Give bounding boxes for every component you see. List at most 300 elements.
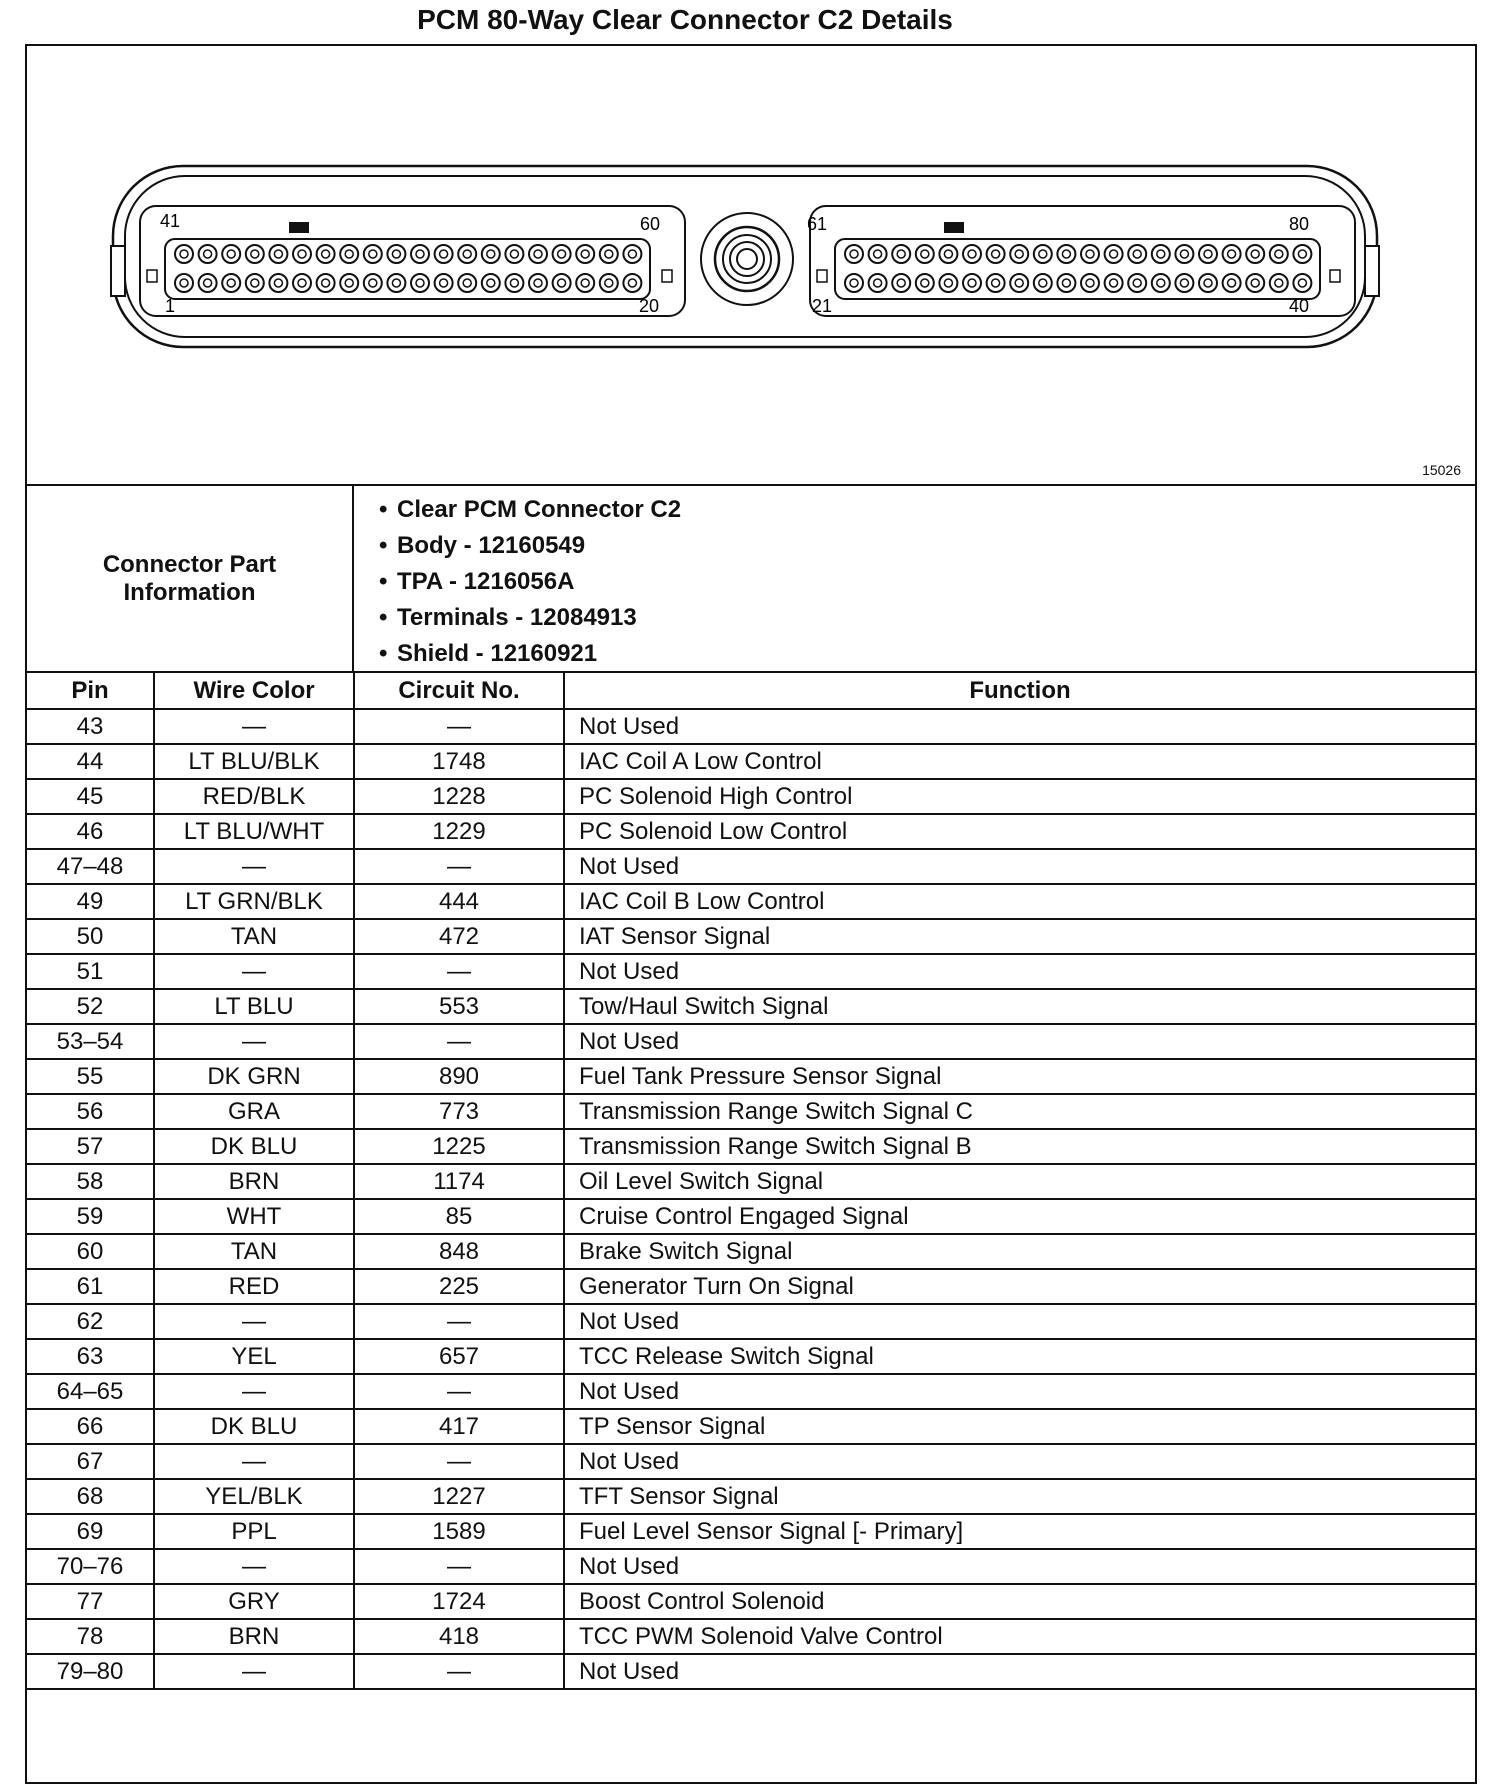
pin-hole-center bbox=[440, 279, 448, 287]
pin-cell: 45 bbox=[27, 779, 154, 814]
pin-hole-center bbox=[921, 279, 929, 287]
pin-hole bbox=[1199, 245, 1217, 263]
wire-color-cell: GRA bbox=[154, 1094, 354, 1129]
wire-color-cell: GRY bbox=[154, 1584, 354, 1619]
pin-hole bbox=[175, 245, 193, 263]
wire-color-cell: RED bbox=[154, 1269, 354, 1304]
table-row bbox=[27, 814, 1475, 849]
pin-hole-center bbox=[1275, 279, 1283, 287]
wire-color-cell: YEL/BLK bbox=[154, 1479, 354, 1514]
pin-hole-center bbox=[558, 250, 566, 258]
circuit-cell: — bbox=[354, 1374, 564, 1409]
header-wire-color: Wire Color bbox=[154, 673, 354, 709]
pin-label-61: 61 bbox=[807, 214, 828, 234]
pin-hole bbox=[600, 245, 618, 263]
pin-cell: 51 bbox=[27, 954, 154, 989]
table-row bbox=[27, 1444, 1475, 1479]
circuit-cell: 85 bbox=[354, 1199, 564, 1234]
pin-label-20: 20 bbox=[639, 296, 660, 316]
pin-hole-center bbox=[463, 279, 471, 287]
circuit-cell: 773 bbox=[354, 1094, 564, 1129]
pin-hole-center bbox=[180, 250, 188, 258]
pin-hole bbox=[529, 274, 547, 292]
function-cell: Generator Turn On Signal bbox=[564, 1269, 1475, 1304]
circuit-cell: 417 bbox=[354, 1409, 564, 1444]
pin-hole bbox=[435, 245, 453, 263]
pin-hole bbox=[939, 245, 957, 263]
pin-hole-center bbox=[1110, 250, 1118, 258]
pin-hole-center bbox=[581, 279, 589, 287]
pin-hole bbox=[1081, 274, 1099, 292]
pin-cell: 68 bbox=[27, 1479, 154, 1514]
circuit-cell: 890 bbox=[354, 1059, 564, 1094]
part-item: • TPA - 1216056A bbox=[357, 564, 681, 600]
pin-hole-center bbox=[605, 250, 613, 258]
pin-hole bbox=[199, 274, 217, 292]
pin-label-60: 60 bbox=[640, 214, 661, 234]
circuit-cell: 418 bbox=[354, 1619, 564, 1654]
circuit-cell: 472 bbox=[354, 919, 564, 954]
pin-hole bbox=[892, 274, 910, 292]
function-cell: TCC PWM Solenoid Valve Control bbox=[564, 1619, 1475, 1654]
pin-hole bbox=[1152, 274, 1170, 292]
pin-hole-center bbox=[1015, 279, 1023, 287]
pin-hole bbox=[505, 245, 523, 263]
pin-hole-center bbox=[416, 250, 424, 258]
wire-color-cell: LT BLU bbox=[154, 989, 354, 1024]
header-circuit-no: Circuit No. bbox=[354, 673, 564, 709]
pin-cell: 70–76 bbox=[27, 1549, 154, 1584]
function-cell: Transmission Range Switch Signal B bbox=[564, 1129, 1475, 1164]
pin-hole-center bbox=[487, 250, 495, 258]
function-cell: Not Used bbox=[564, 849, 1475, 884]
pin-cell: 63 bbox=[27, 1339, 154, 1374]
pin-hole bbox=[340, 245, 358, 263]
wire-color-cell: — bbox=[154, 1304, 354, 1339]
table-row bbox=[27, 1199, 1475, 1234]
circuit-cell: — bbox=[354, 1654, 564, 1689]
pin-hole bbox=[869, 245, 887, 263]
function-cell: Not Used bbox=[564, 709, 1475, 744]
function-cell: Not Used bbox=[564, 1654, 1475, 1689]
pin-hole bbox=[505, 274, 523, 292]
table-row bbox=[27, 1164, 1475, 1199]
circuit-cell: 848 bbox=[354, 1234, 564, 1269]
pin-hole-center bbox=[392, 279, 400, 287]
pin-hole bbox=[199, 245, 217, 263]
pin-hole-center bbox=[251, 250, 259, 258]
wire-color-cell: — bbox=[154, 1374, 354, 1409]
pin-hole bbox=[845, 274, 863, 292]
function-cell: Not Used bbox=[564, 1304, 1475, 1339]
function-cell: PC Solenoid High Control bbox=[564, 779, 1475, 814]
pin-table bbox=[27, 673, 1475, 1690]
pin-hole bbox=[987, 245, 1005, 263]
wire-color-cell: DK BLU bbox=[154, 1409, 354, 1444]
pin-hole-center bbox=[558, 279, 566, 287]
pin-hole-center bbox=[369, 250, 377, 258]
pin-hole bbox=[963, 245, 981, 263]
pin-cell: 69 bbox=[27, 1514, 154, 1549]
pin-hole bbox=[411, 245, 429, 263]
pin-hole-center bbox=[944, 250, 952, 258]
pin-hole-center bbox=[1110, 279, 1118, 287]
pin-cell: 64–65 bbox=[27, 1374, 154, 1409]
table-row bbox=[27, 1619, 1475, 1654]
center-bolt bbox=[715, 227, 779, 291]
pin-hole-center bbox=[1062, 250, 1070, 258]
pin-hole-center bbox=[345, 279, 353, 287]
pin-cell: 77 bbox=[27, 1584, 154, 1619]
wire-color-cell: — bbox=[154, 709, 354, 744]
pin-hole-center bbox=[274, 250, 282, 258]
pin-cell: 66 bbox=[27, 1409, 154, 1444]
pin-hole-center bbox=[251, 279, 259, 287]
pin-hole bbox=[458, 245, 476, 263]
pin-hole bbox=[1246, 274, 1264, 292]
table-row bbox=[27, 884, 1475, 919]
wire-color-cell: LT BLU/WHT bbox=[154, 814, 354, 849]
pin-hole bbox=[1128, 245, 1146, 263]
pin-hole-center bbox=[1157, 279, 1165, 287]
table-row bbox=[27, 1339, 1475, 1374]
circuit-cell: — bbox=[354, 709, 564, 744]
pin-hole-center bbox=[227, 250, 235, 258]
pin-hole bbox=[1270, 274, 1288, 292]
pin-hole bbox=[916, 245, 934, 263]
table-row bbox=[27, 1234, 1475, 1269]
pin-hole bbox=[1293, 245, 1311, 263]
pin-hole bbox=[340, 274, 358, 292]
pin-hole-center bbox=[1133, 279, 1141, 287]
table-row bbox=[27, 1269, 1475, 1304]
left-top-pin-row bbox=[175, 245, 641, 263]
pin-label-40: 40 bbox=[1289, 296, 1310, 316]
pin-hole bbox=[364, 245, 382, 263]
pin-hole bbox=[293, 274, 311, 292]
pin-cell: 57 bbox=[27, 1129, 154, 1164]
pin-hole bbox=[1034, 274, 1052, 292]
function-cell: Brake Switch Signal bbox=[564, 1234, 1475, 1269]
pin-cell: 52 bbox=[27, 989, 154, 1024]
pin-hole-center bbox=[534, 279, 542, 287]
pin-hole-center bbox=[1204, 250, 1212, 258]
pin-hole bbox=[1246, 245, 1264, 263]
table-row bbox=[27, 1654, 1475, 1689]
pin-hole bbox=[222, 245, 240, 263]
pin-hole bbox=[892, 245, 910, 263]
pin-hole-center bbox=[416, 279, 424, 287]
pin-hole-center bbox=[227, 279, 235, 287]
table-header-row bbox=[27, 673, 1475, 709]
pin-hole bbox=[1057, 274, 1075, 292]
left-bottom-pin-row bbox=[175, 274, 641, 292]
pin-hole-center bbox=[1133, 250, 1141, 258]
pin-hole bbox=[1223, 274, 1241, 292]
pin-hole-center bbox=[510, 279, 518, 287]
connector-part-info-label bbox=[27, 486, 354, 671]
table-row bbox=[27, 1024, 1475, 1059]
pin-hole bbox=[576, 245, 594, 263]
circuit-cell: 1225 bbox=[354, 1129, 564, 1164]
table-row bbox=[27, 919, 1475, 954]
pin-cell: 44 bbox=[27, 744, 154, 779]
pin-hole bbox=[1010, 274, 1028, 292]
function-cell: PC Solenoid Low Control bbox=[564, 814, 1475, 849]
pin-hole-center bbox=[1015, 250, 1023, 258]
pin-hole bbox=[364, 274, 382, 292]
pin-hole bbox=[293, 245, 311, 263]
pin-hole bbox=[435, 274, 453, 292]
pin-hole bbox=[1081, 245, 1099, 263]
pin-hole bbox=[269, 274, 287, 292]
connector-drawing bbox=[27, 46, 1475, 484]
pin-label-41: 41 bbox=[160, 211, 181, 231]
pin-hole-center bbox=[968, 279, 976, 287]
function-cell: Cruise Control Engaged Signal bbox=[564, 1199, 1475, 1234]
table-row bbox=[27, 849, 1475, 884]
circuit-cell: — bbox=[354, 849, 564, 884]
wire-color-cell: TAN bbox=[154, 919, 354, 954]
pin-hole-center bbox=[968, 250, 976, 258]
function-cell: Transmission Range Switch Signal C bbox=[564, 1094, 1475, 1129]
table-row bbox=[27, 1059, 1475, 1094]
table-row bbox=[27, 709, 1475, 744]
pin-hole-center bbox=[204, 279, 212, 287]
pin-cell: 46 bbox=[27, 814, 154, 849]
pin-hole-center bbox=[581, 250, 589, 258]
pin-hole bbox=[1199, 274, 1217, 292]
pin-hole-center bbox=[1039, 279, 1047, 287]
pin-hole-center bbox=[897, 250, 905, 258]
pin-hole bbox=[1105, 274, 1123, 292]
pin-hole-center bbox=[1298, 279, 1306, 287]
pin-hole bbox=[269, 245, 287, 263]
pin-hole bbox=[916, 274, 934, 292]
part-item: • Terminals - 12084913 bbox=[357, 600, 681, 636]
pin-hole-center bbox=[1086, 279, 1094, 287]
pin-hole-center bbox=[1180, 250, 1188, 258]
pin-hole-center bbox=[1086, 250, 1094, 258]
pin-hole-center bbox=[322, 279, 330, 287]
pin-cell: 78 bbox=[27, 1619, 154, 1654]
pin-hole-center bbox=[463, 250, 471, 258]
wire-color-cell: — bbox=[154, 1654, 354, 1689]
pin-hole-center bbox=[298, 279, 306, 287]
pin-cell: 61 bbox=[27, 1269, 154, 1304]
pin-hole-center bbox=[1298, 250, 1306, 258]
table-row bbox=[27, 1584, 1475, 1619]
pin-hole-center bbox=[1204, 279, 1212, 287]
pin-hole-center bbox=[180, 279, 188, 287]
wire-color-cell: LT BLU/BLK bbox=[154, 744, 354, 779]
pin-hole-center bbox=[605, 279, 613, 287]
pin-hole bbox=[222, 274, 240, 292]
function-cell: Oil Level Switch Signal bbox=[564, 1164, 1475, 1199]
pin-hole-center bbox=[298, 250, 306, 258]
table-row bbox=[27, 1479, 1475, 1514]
pin-hole bbox=[963, 274, 981, 292]
left-key-tab bbox=[289, 222, 309, 233]
table-row bbox=[27, 1549, 1475, 1584]
circuit-cell: — bbox=[354, 954, 564, 989]
pin-hole bbox=[317, 245, 335, 263]
pin-cell: 67 bbox=[27, 1444, 154, 1479]
figure-number: 15026 bbox=[1422, 462, 1461, 478]
circuit-cell: — bbox=[354, 1549, 564, 1584]
wire-color-cell: — bbox=[154, 954, 354, 989]
table-row bbox=[27, 954, 1475, 989]
table-row bbox=[27, 1374, 1475, 1409]
pin-label-21: 21 bbox=[812, 296, 833, 316]
function-cell: TFT Sensor Signal bbox=[564, 1479, 1475, 1514]
pin-hole-center bbox=[1180, 279, 1188, 287]
wire-color-cell: — bbox=[154, 849, 354, 884]
wire-color-cell: YEL bbox=[154, 1339, 354, 1374]
right-top-pin-row bbox=[845, 245, 1311, 263]
pin-cell: 56 bbox=[27, 1094, 154, 1129]
circuit-cell: 1724 bbox=[354, 1584, 564, 1619]
function-cell: Fuel Tank Pressure Sensor Signal bbox=[564, 1059, 1475, 1094]
function-cell: Tow/Haul Switch Signal bbox=[564, 989, 1475, 1024]
function-cell: Not Used bbox=[564, 1374, 1475, 1409]
circuit-cell: 225 bbox=[354, 1269, 564, 1304]
circuit-cell: 1229 bbox=[354, 814, 564, 849]
wire-color-cell: BRN bbox=[154, 1164, 354, 1199]
pin-hole bbox=[1223, 245, 1241, 263]
pin-cell: 50 bbox=[27, 919, 154, 954]
connector-diagram bbox=[27, 46, 1475, 486]
circuit-cell: 553 bbox=[354, 989, 564, 1024]
page-title: PCM 80-Way Clear Connector C2 Details bbox=[417, 4, 953, 35]
pin-cell: 62 bbox=[27, 1304, 154, 1339]
pin-hole-center bbox=[992, 279, 1000, 287]
circuit-cell: 1228 bbox=[354, 779, 564, 814]
wire-color-cell: LT GRN/BLK bbox=[154, 884, 354, 919]
pin-hole bbox=[1128, 274, 1146, 292]
function-cell: TCC Release Switch Signal bbox=[564, 1339, 1475, 1374]
pin-hole-center bbox=[369, 279, 377, 287]
pin-hole-center bbox=[1228, 250, 1236, 258]
pin-hole-center bbox=[874, 250, 882, 258]
pin-hole bbox=[246, 274, 264, 292]
pin-hole bbox=[1175, 274, 1193, 292]
pin-hole bbox=[1175, 245, 1193, 263]
wire-color-cell: — bbox=[154, 1549, 354, 1584]
pin-hole-center bbox=[1157, 250, 1165, 258]
wire-color-cell: BRN bbox=[154, 1619, 354, 1654]
pin-cell: 60 bbox=[27, 1234, 154, 1269]
info-label-line2: Information bbox=[123, 578, 256, 606]
pin-hole-center bbox=[992, 250, 1000, 258]
pin-hole bbox=[387, 274, 405, 292]
circuit-cell: — bbox=[354, 1024, 564, 1059]
wire-color-cell: RED/BLK bbox=[154, 779, 354, 814]
pin-hole bbox=[1034, 245, 1052, 263]
pin-hole bbox=[553, 274, 571, 292]
pin-hole bbox=[458, 274, 476, 292]
pin-hole-center bbox=[322, 250, 330, 258]
wire-color-cell: DK BLU bbox=[154, 1129, 354, 1164]
pin-hole-center bbox=[850, 250, 858, 258]
pin-hole-center bbox=[628, 279, 636, 287]
header-pin: Pin bbox=[27, 673, 154, 709]
pin-cell: 55 bbox=[27, 1059, 154, 1094]
right-bottom-pin-row bbox=[845, 274, 1311, 292]
pin-hole-center bbox=[534, 250, 542, 258]
pin-hole-center bbox=[874, 279, 882, 287]
pin-cell: 79–80 bbox=[27, 1654, 154, 1689]
pin-hole bbox=[175, 274, 193, 292]
pin-hole-center bbox=[392, 250, 400, 258]
pin-hole bbox=[1010, 245, 1028, 263]
circuit-cell: — bbox=[354, 1304, 564, 1339]
pin-hole bbox=[411, 274, 429, 292]
pin-hole-center bbox=[1062, 279, 1070, 287]
wire-color-cell: DK GRN bbox=[154, 1059, 354, 1094]
pin-hole bbox=[1057, 245, 1075, 263]
function-cell: IAC Coil A Low Control bbox=[564, 744, 1475, 779]
circuit-cell: 1589 bbox=[354, 1514, 564, 1549]
pin-hole-center bbox=[897, 279, 905, 287]
pin-hole-center bbox=[440, 250, 448, 258]
pin-cell: 43 bbox=[27, 709, 154, 744]
header-function: Function bbox=[564, 673, 1475, 709]
pin-hole-center bbox=[1228, 279, 1236, 287]
function-cell: IAT Sensor Signal bbox=[564, 919, 1475, 954]
pin-hole bbox=[317, 274, 335, 292]
pin-hole bbox=[869, 274, 887, 292]
pin-cell: 58 bbox=[27, 1164, 154, 1199]
table-row bbox=[27, 1129, 1475, 1164]
pin-hole-center bbox=[921, 250, 929, 258]
pin-hole-center bbox=[850, 279, 858, 287]
circuit-cell: — bbox=[354, 1444, 564, 1479]
right-key-tab bbox=[944, 222, 964, 233]
wire-color-cell: — bbox=[154, 1024, 354, 1059]
connector-part-info bbox=[27, 486, 1475, 673]
circuit-cell: 444 bbox=[354, 884, 564, 919]
details-frame bbox=[25, 44, 1477, 1784]
function-cell: Not Used bbox=[564, 1024, 1475, 1059]
pin-hole bbox=[387, 245, 405, 263]
table-row bbox=[27, 779, 1475, 814]
pin-hole bbox=[623, 245, 641, 263]
pin-hole bbox=[1105, 245, 1123, 263]
pin-label-1: 1 bbox=[165, 296, 176, 316]
wire-color-cell: PPL bbox=[154, 1514, 354, 1549]
pin-cell: 59 bbox=[27, 1199, 154, 1234]
circuit-cell: 1748 bbox=[354, 744, 564, 779]
pin-hole-center bbox=[1275, 250, 1283, 258]
circuit-cell: 1227 bbox=[354, 1479, 564, 1514]
pin-hole bbox=[1270, 245, 1288, 263]
pin-label-80: 80 bbox=[1289, 214, 1310, 234]
pin-cell: 53–54 bbox=[27, 1024, 154, 1059]
pin-hole-center bbox=[1039, 250, 1047, 258]
pin-hole-center bbox=[274, 279, 282, 287]
pin-hole bbox=[553, 245, 571, 263]
pin-hole bbox=[1152, 245, 1170, 263]
pin-hole-center bbox=[487, 279, 495, 287]
pin-hole-center bbox=[944, 279, 952, 287]
table-row bbox=[27, 1409, 1475, 1444]
part-item: • Body - 12160549 bbox=[357, 528, 681, 564]
function-cell: Not Used bbox=[564, 1549, 1475, 1584]
function-cell: Not Used bbox=[564, 1444, 1475, 1479]
circuit-cell: 657 bbox=[354, 1339, 564, 1374]
pin-cell: 47–48 bbox=[27, 849, 154, 884]
